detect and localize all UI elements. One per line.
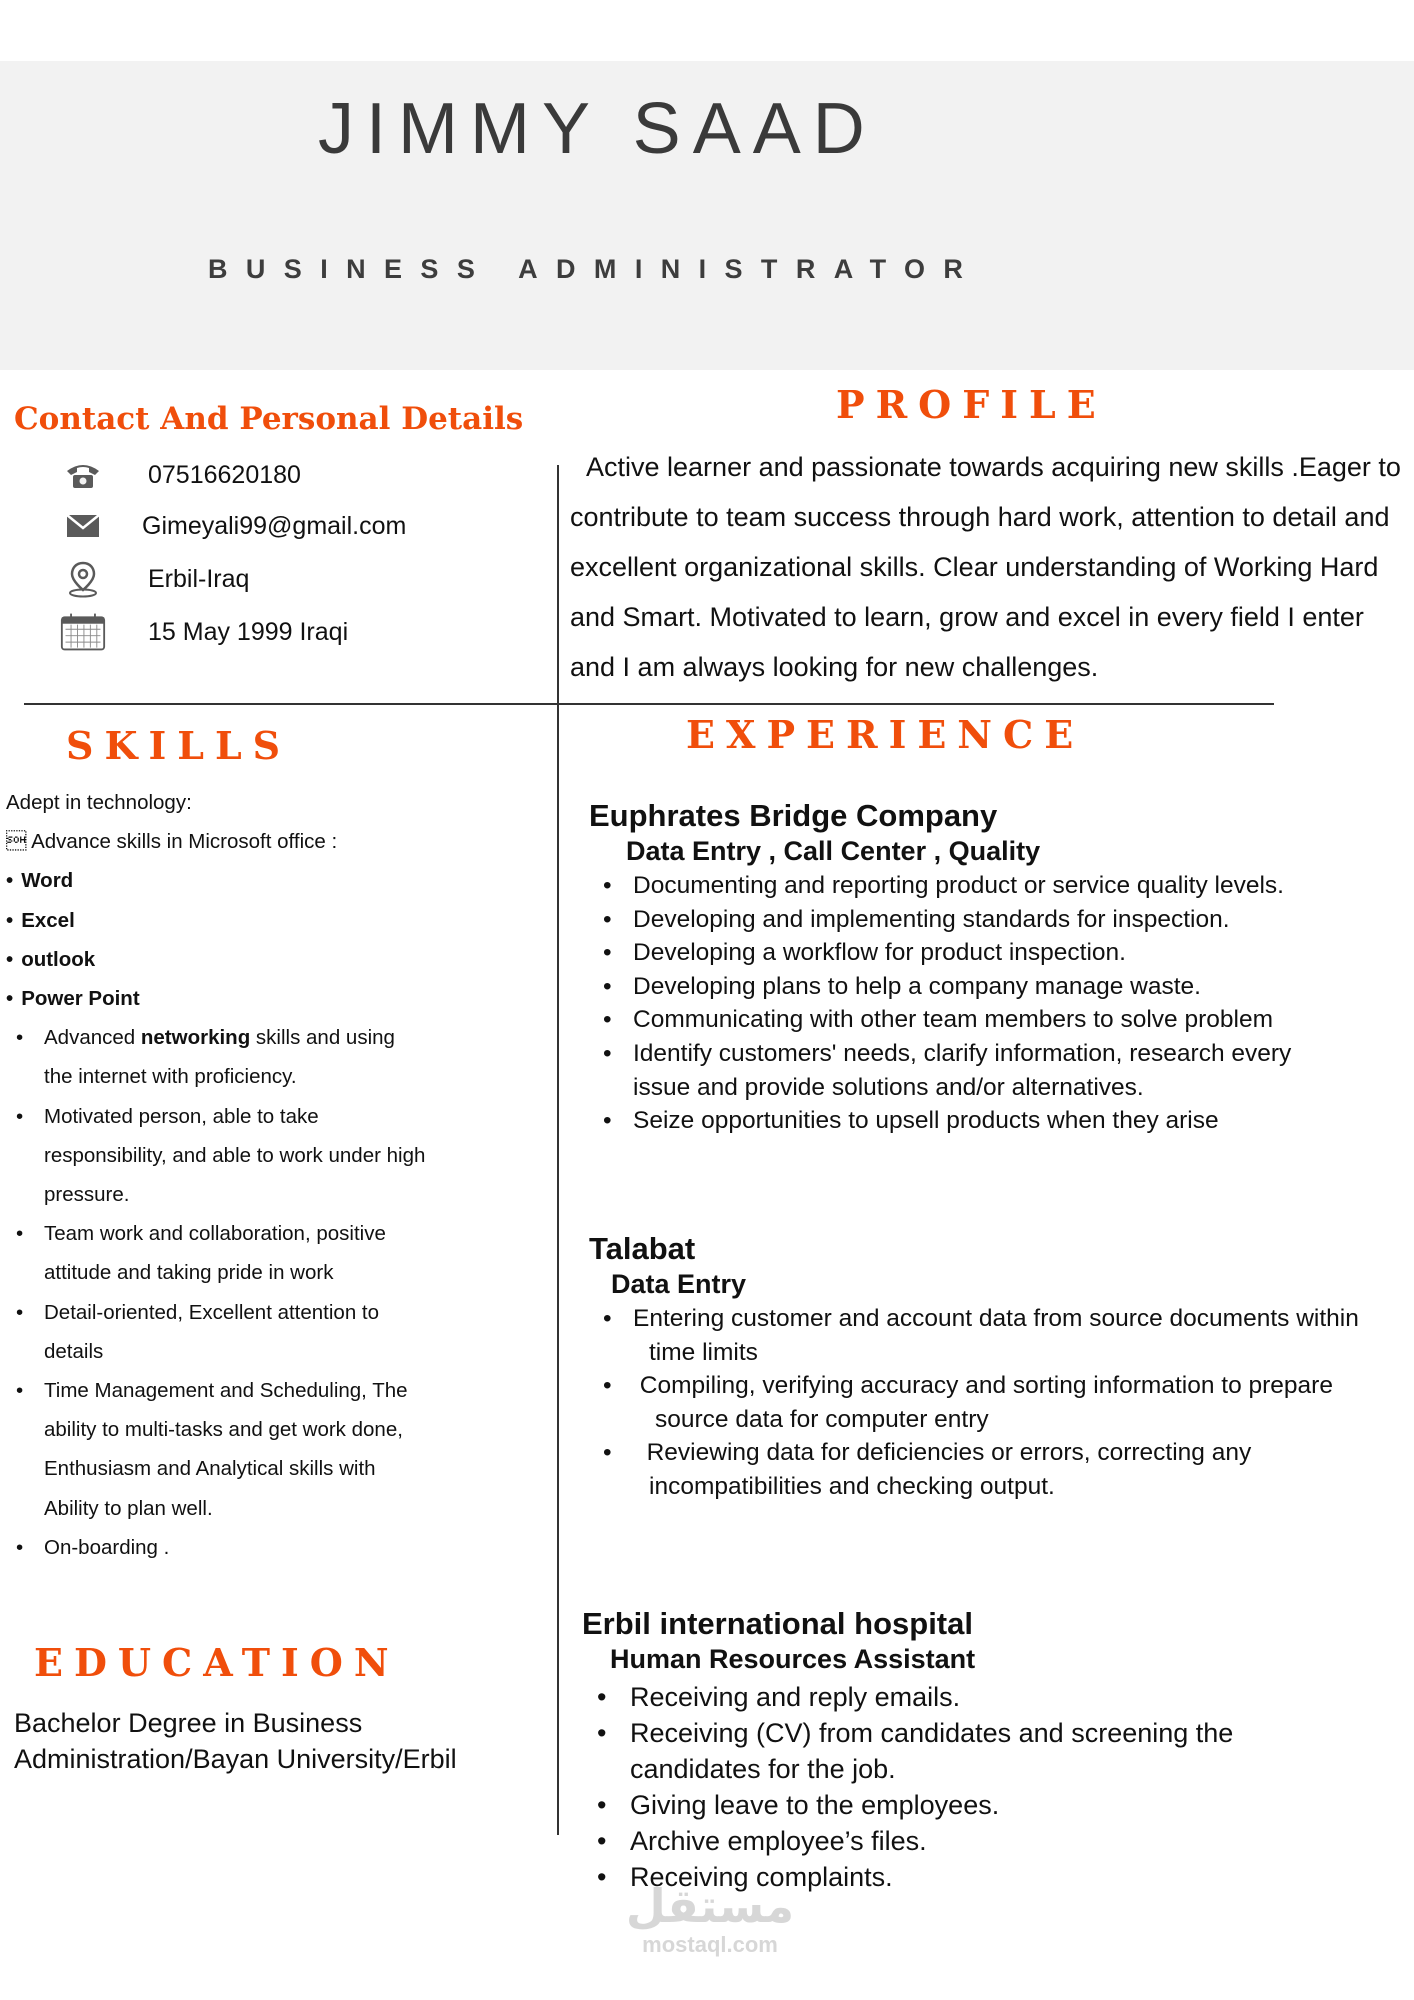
job-entry xyxy=(589,798,1409,1138)
skills-section-title: SKILLS xyxy=(66,723,292,768)
profile-paragraph: Active learner and passionate towards acquiring new skills .Eager to contribute to team success through hard work, attention to detail and excellent organizational skills. Clear understanding of Working Hard and Smart. Motivated to learn, grow and excel in every field I enter and I am always looking for new challenges. xyxy=(570,452,1401,682)
skills-office-line:  Advance skills in Microsoft office : xyxy=(6,830,338,854)
job-bullet: • Developing and implementing standards for inspection. xyxy=(589,903,1409,937)
watermark-arabic: مستقل xyxy=(625,1879,795,1933)
education-section-title: EDUCATION xyxy=(34,1640,400,1685)
job-bullets xyxy=(582,1679,1382,1895)
profile-text xyxy=(570,442,1405,692)
job-bullet: • Identify customers' needs, clarify information, research every issue and provide solutions and/or alternatives. xyxy=(589,1037,1409,1104)
job-bullet: • Documenting and reporting product or service quality levels. xyxy=(589,869,1409,903)
calendar-icon xyxy=(60,612,106,652)
job-position: Data Entry , Call Center , Quality xyxy=(626,836,1041,866)
skills-item: • Advanced networking skills and using the internet with proficiency. xyxy=(6,1018,426,1096)
contact-location xyxy=(60,557,250,601)
job-bullet: • Receiving complaints. xyxy=(582,1859,1382,1895)
skills-intro: Adept in technology: xyxy=(6,791,192,814)
job-company: Euphrates Bridge Company xyxy=(589,798,998,833)
skills-item: • Motivated person, able to take responsibility, and able to work under high pressure. xyxy=(6,1097,426,1215)
skills-item: • Team work and collaboration, positive attitude and taking pride in work xyxy=(6,1214,426,1292)
vertical-divider-bottom xyxy=(557,705,559,1835)
contact-phone-text: 07516620180 xyxy=(148,460,301,489)
contact-birth xyxy=(60,610,349,654)
mail-icon xyxy=(60,506,106,546)
job-entry xyxy=(589,1231,1414,1504)
job-position: Human Resources Assistant xyxy=(610,1644,976,1674)
profile-section-title: PROFILE xyxy=(836,382,1107,427)
skills-office-item: • Word xyxy=(6,861,426,900)
contact-phone xyxy=(60,453,301,497)
job-company: Talabat xyxy=(589,1231,696,1266)
job-position: Data Entry xyxy=(611,1269,747,1299)
contact-section-title: Contact And Personal Details xyxy=(14,401,524,437)
location-pin-icon xyxy=(60,559,106,599)
education-text: Bachelor Degree in Business Administration/Bayan University/Erbil xyxy=(14,1708,457,1774)
job-bullet: • Archive employee’s files. xyxy=(582,1823,1382,1859)
phone-icon xyxy=(60,455,106,495)
job-bullet: • Developing a workflow for product inspection. xyxy=(589,936,1409,970)
job-bullet: • Seize opportunities to upsell products when they arise xyxy=(589,1104,1409,1138)
skills-office-item: • Excel xyxy=(6,901,426,940)
experience-section-title: EXPERIENCE xyxy=(686,712,1085,757)
candidate-name: JIMMY SAAD xyxy=(318,89,877,169)
candidate-role: BUSINESS ADMINISTRATOR xyxy=(208,254,982,284)
job-bullets xyxy=(589,869,1409,1138)
job-bullet: • Giving leave to the employees. xyxy=(582,1787,1382,1823)
horizontal-divider xyxy=(24,703,1274,705)
skills-item: • On-boarding . xyxy=(6,1528,426,1567)
skills-list xyxy=(6,783,426,1567)
contact-birth-text: 15 May 1999 Iraqi xyxy=(148,617,349,646)
job-bullet: • Receiving (CV) from candidates and screening the candidates for the job. xyxy=(582,1715,1382,1787)
job-bullet: • Developing plans to help a company manage waste. xyxy=(589,970,1409,1004)
job-bullet: • Reviewing data for deficiencies or errors, correcting any incompatibilities and checking output. xyxy=(589,1436,1414,1503)
job-bullet: • Entering customer and account data from source documents within time limits xyxy=(589,1302,1414,1369)
skills-item: • Detail-oriented, Excellent attention to details xyxy=(6,1293,426,1371)
job-bullet: • Communicating with other team members to solve problem xyxy=(589,1003,1409,1037)
contact-email xyxy=(60,504,407,548)
watermark xyxy=(620,1880,800,1958)
skills-item: • Time Management and Scheduling, The ability to multi-tasks and get work done, Enthusiasm and Analytical skills with Ability to plan well. xyxy=(6,1371,426,1528)
contact-email-text: Gimeyali99@gmail.com xyxy=(142,511,407,540)
watermark-latin: mostaql.com xyxy=(642,1932,778,1957)
vertical-divider-top xyxy=(557,465,559,705)
job-company: Erbil international hospital xyxy=(582,1606,973,1641)
skills-office-item: • outlook xyxy=(6,940,426,979)
job-entry xyxy=(582,1606,1382,1895)
contact-location-text: Erbil-Iraq xyxy=(148,564,250,593)
skills-office-item: • Power Point xyxy=(6,979,426,1018)
job-bullets xyxy=(589,1302,1414,1504)
job-bullet: • Receiving and reply emails. xyxy=(582,1679,1382,1715)
job-bullet: • Compiling, verifying accuracy and sorting information to prepare source data for computer entry xyxy=(589,1369,1414,1436)
